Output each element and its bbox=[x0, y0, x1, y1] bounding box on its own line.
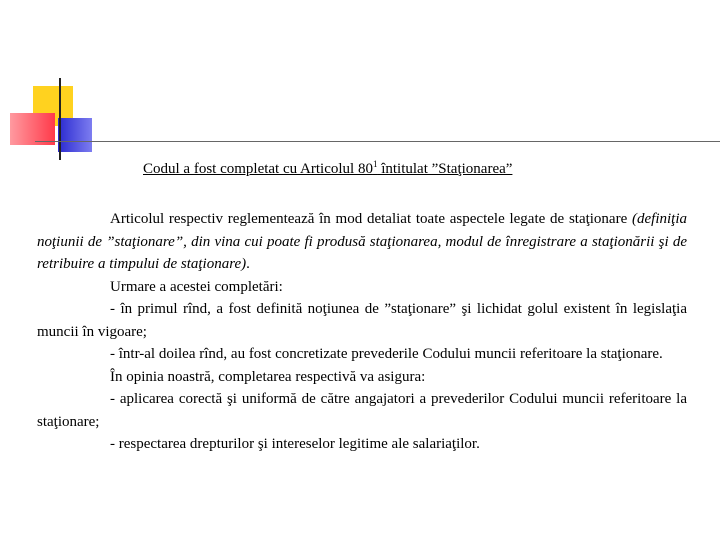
paragraph-1-start: Articolul respectiv reglementează în mod detaliat toate aspectele legate de staţionare bbox=[110, 211, 632, 227]
paragraph-2: Urmare a acestei completări: bbox=[110, 278, 283, 295]
heading-superscript: 1 bbox=[372, 159, 378, 169]
heading-text-before: Codul a fost completat cu Articolul 80 bbox=[143, 161, 373, 177]
decor-vertical-line bbox=[59, 78, 61, 160]
body-text bbox=[37, 208, 687, 456]
paragraph-6: - aplicarea corectă şi uniformă de către angajatori a prevederilor Codului muncii referitoare la staţionare; bbox=[37, 391, 687, 430]
decor-horizontal-line bbox=[35, 141, 720, 142]
paragraph-1-italic: (definiţia noţiunii de ”staţionare”, din vina cui poate fi produsă staţionarea, modul de înregistrare a staţionării şi de retribuire a timpului de staţionare) bbox=[37, 211, 687, 272]
paragraph-4: - într-al doilea rînd, au fost concretizate prevederile Codului muncii referitoare la staţionare. bbox=[110, 346, 663, 362]
paragraph-7: - respectarea drepturilor şi intereselor legitime ale salariaţilor. bbox=[110, 436, 480, 452]
slide-heading bbox=[143, 159, 512, 178]
paragraph-1-end: . bbox=[246, 256, 250, 272]
paragraph-1 bbox=[37, 208, 687, 276]
decor-blue-square bbox=[58, 118, 92, 152]
heading-text-after: întitulat ”Staţionarea” bbox=[377, 161, 513, 177]
paragraph-3: - în primul rînd, a fost definită noţiunea de ”staţionare” şi lichidat golul existent în legislaţia muncii în vigoare; bbox=[37, 301, 687, 340]
paragraph-5: În opinia noastră, completarea respectivă va asigura: bbox=[110, 368, 426, 385]
